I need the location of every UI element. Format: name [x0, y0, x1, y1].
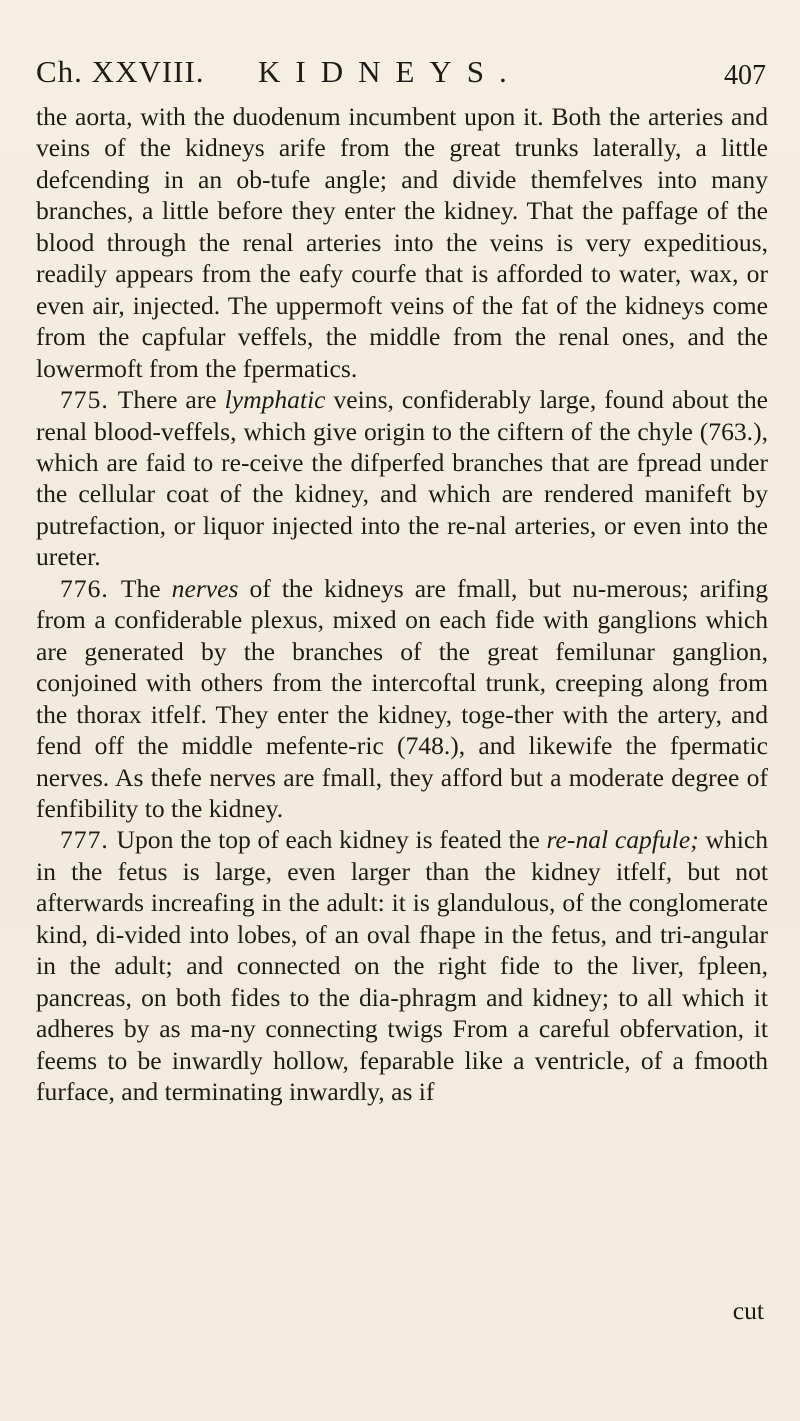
running-title: KIDNEYS.: [258, 54, 522, 89]
page-header: [36, 46, 766, 96]
paragraph-775: [36, 384, 768, 573]
italic-term: re-nal capfule;: [546, 825, 699, 855]
paragraph-777: [36, 824, 768, 1107]
paragraph-continuation: [36, 101, 768, 384]
paragraph-text: of the kidneys are fmall, but nu-merous; arifing from a confiderable plexus, mixed on each fide with ganglions which are generated by the branches of the great femilunar ganglion, conjoined with others from the intercoftal trunk, creeping along from the thorax itfelf. They enter the kidney, toge-ther with the artery, and fend off the middle mefente-ric (748.), and likewife the fpermatic nerves. As thefe nerves are fmall, they afford but a moderate degree of fenfibility to the kidney.: [36, 573, 769, 823]
paragraph-776: [36, 573, 768, 825]
italic-term: nerves: [171, 573, 239, 603]
paragraph-text: the aorta, with the duodenum incumbent upon it. Both the arteries and veins of the kidneys arife from the great trunks laterally, a little defcending in an ob-tufe angle; and divide themfelves into many branches, a little before they enter the kidney. That the paffage of the blood through the renal arteries into the veins is very expeditious, readily appears from the eafy courfe that is afforded to water, wax, or even air, injected. The uppermoft veins of the fat of the kidneys come from the capfular veffels, the middle from the renal ones, and the lowermoft from the fpermatics.: [36, 102, 768, 383]
paragraph-text: The: [120, 573, 172, 603]
section-number: 776.: [60, 573, 121, 603]
body-text: [36, 101, 768, 1108]
chapter-label: Ch. XXVIII.: [36, 54, 205, 89]
catchword: cut: [732, 1296, 764, 1325]
paragraph-text: Upon the top of each kidney is feated the: [116, 825, 547, 855]
paragraph-text: which in the fetus is large, even larger than the kidney itfelf, but not afterwards increafing in the adult: it is glandulous, of the conglomerate kind, di-vided into lobes, of an oval fhape in the fetus, and tri-angular in the adult; and connected on the right fide to the liver, fpleen, pancreas, on both fides to the dia-phragm and kidney; to all which it adheres by as ma-ny connecting twigs From a careful obfervation, it feems to be inwardly hollow, feparable like a ventricle, of a fmooth furface, and terminating inwardly, as if: [36, 825, 768, 1107]
section-number: 775.: [60, 385, 118, 415]
page-number: 407: [724, 60, 766, 91]
paragraph-text: veins, confiderably large, found about the renal blood-veffels, which give origin to the ciftern of the chyle (763.), which are faid to re-ceive the difperfed branches that are fpread under the cellular coat of the kidney, and which are rendered manifeft by putrefaction, or liquor injected into the re-nal arteries, or even into the ureter.: [36, 385, 769, 572]
paragraph-text: There are: [117, 385, 225, 415]
italic-term: lymphatic: [224, 385, 326, 415]
section-number: 777.: [60, 825, 117, 855]
